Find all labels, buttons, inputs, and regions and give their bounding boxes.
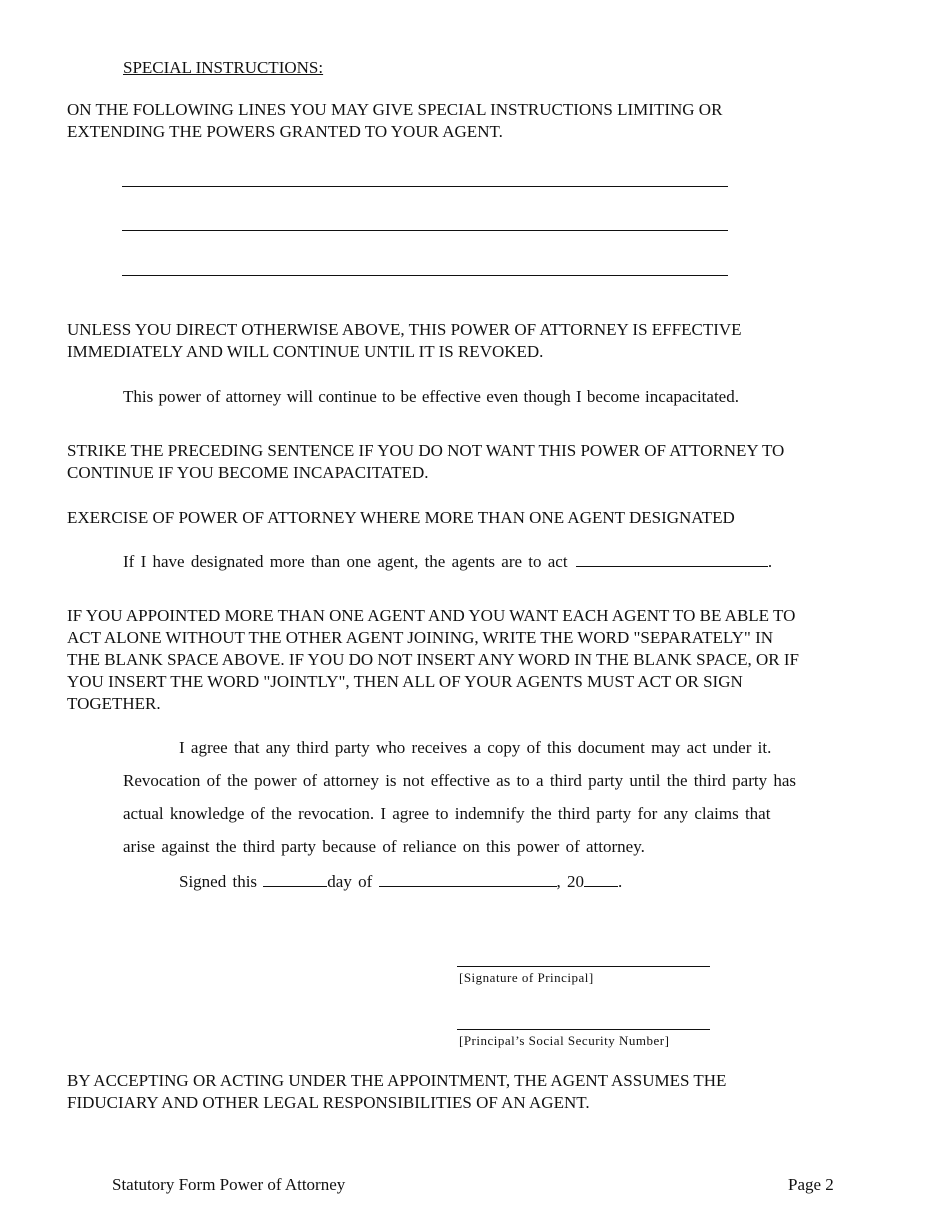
signed-month-blank[interactable] xyxy=(379,870,557,887)
agents-instructions-line: ACT ALONE WITHOUT THE OTHER AGENT JOINING, WRITE THE WORD "SEPARATELY" IN xyxy=(67,628,774,647)
special-instructions-intro xyxy=(67,99,907,143)
agents-act-period: . xyxy=(767,552,773,571)
special-instructions-heading: SPECIAL INSTRUCTIONS: xyxy=(123,58,324,77)
acceptance-line: BY ACCEPTING OR ACTING UNDER THE APPOINTMENT, THE AGENT ASSUMES THE xyxy=(67,1071,727,1090)
acceptance-line: FIDUCIARY AND OTHER LEGAL RESPONSIBILITIES OF AN AGENT. xyxy=(67,1093,590,1112)
instruction-blank-line-3[interactable] xyxy=(122,275,728,276)
agents-instructions-line: THE BLANK SPACE ABOVE. IF YOU DO NOT INSERT ANY WORD IN THE BLANK SPACE, OR IF xyxy=(67,650,799,669)
third-party-line: arise against the third party because of reliance on this power of attorney. xyxy=(123,837,645,856)
ssn-label: [Principal’s Social Security Number] xyxy=(459,1033,670,1048)
ssn-line[interactable] xyxy=(457,1029,710,1030)
strike-line: STRIKE THE PRECEDING SENTENCE IF YOU DO NOT WANT THIS POWER OF ATTORNEY TO xyxy=(67,441,785,460)
agents-instructions xyxy=(67,605,927,715)
signed-day-of: day of xyxy=(327,872,373,891)
intro-line: ON THE FOLLOWING LINES YOU MAY GIVE SPECIAL INSTRUCTIONS LIMITING OR xyxy=(67,100,723,119)
third-party-paragraph xyxy=(123,731,883,863)
effective-notice xyxy=(67,319,917,363)
agents-act-text: If I have designated more than one agent, the agents are to act xyxy=(123,552,568,571)
incapacity-sentence: This power of attorney will continue to be effective even though I become incapacitated. xyxy=(123,387,739,406)
acceptance-notice xyxy=(67,1070,917,1114)
signed-day-blank[interactable] xyxy=(263,870,327,887)
footer-form-title: Statutory Form Power of Attorney xyxy=(112,1175,346,1194)
signature-line[interactable] xyxy=(457,966,710,967)
signature-label: [Signature of Principal] xyxy=(459,970,594,985)
third-party-line: I agree that any third party who receives a copy of this document may act under it. xyxy=(179,738,772,757)
signed-prefix: Signed this xyxy=(179,872,258,891)
signed-end: . xyxy=(618,872,623,891)
instruction-blank-line-1[interactable] xyxy=(122,186,728,187)
instruction-blank-line-2[interactable] xyxy=(122,230,728,231)
footer-page-number: Page 2 xyxy=(788,1175,834,1194)
agents-act-blank[interactable] xyxy=(576,550,768,567)
multiple-agents-heading: EXERCISE OF POWER OF ATTORNEY WHERE MORE THAN ONE AGENT DESIGNATED xyxy=(67,508,735,527)
strike-line: CONTINUE IF YOU BECOME INCAPACITATED. xyxy=(67,463,429,482)
agents-instructions-line: TOGETHER. xyxy=(67,694,161,713)
third-party-line: actual knowledge of the revocation. I agree to indemnify the third party for any claims that xyxy=(123,804,771,823)
intro-line: EXTENDING THE POWERS GRANTED TO YOUR AGENT. xyxy=(67,122,503,141)
signed-line xyxy=(179,870,622,893)
effective-line: IMMEDIATELY AND WILL CONTINUE UNTIL IT IS REVOKED. xyxy=(67,342,544,361)
signed-year-prefix: , 20 xyxy=(556,872,585,891)
effective-line: UNLESS YOU DIRECT OTHERWISE ABOVE, THIS POWER OF ATTORNEY IS EFFECTIVE xyxy=(67,320,742,339)
agents-act-sentence xyxy=(123,550,772,573)
agents-instructions-line: IF YOU APPOINTED MORE THAN ONE AGENT AND YOU WANT EACH AGENT TO BE ABLE TO xyxy=(67,606,796,625)
signed-year-blank[interactable] xyxy=(584,870,618,887)
third-party-line: Revocation of the power of attorney is not effective as to a third party until the third party has xyxy=(123,771,797,790)
strike-notice xyxy=(67,440,917,484)
agents-instructions-line: YOU INSERT THE WORD "JOINTLY", THEN ALL OF YOUR AGENTS MUST ACT OR SIGN xyxy=(67,672,743,691)
